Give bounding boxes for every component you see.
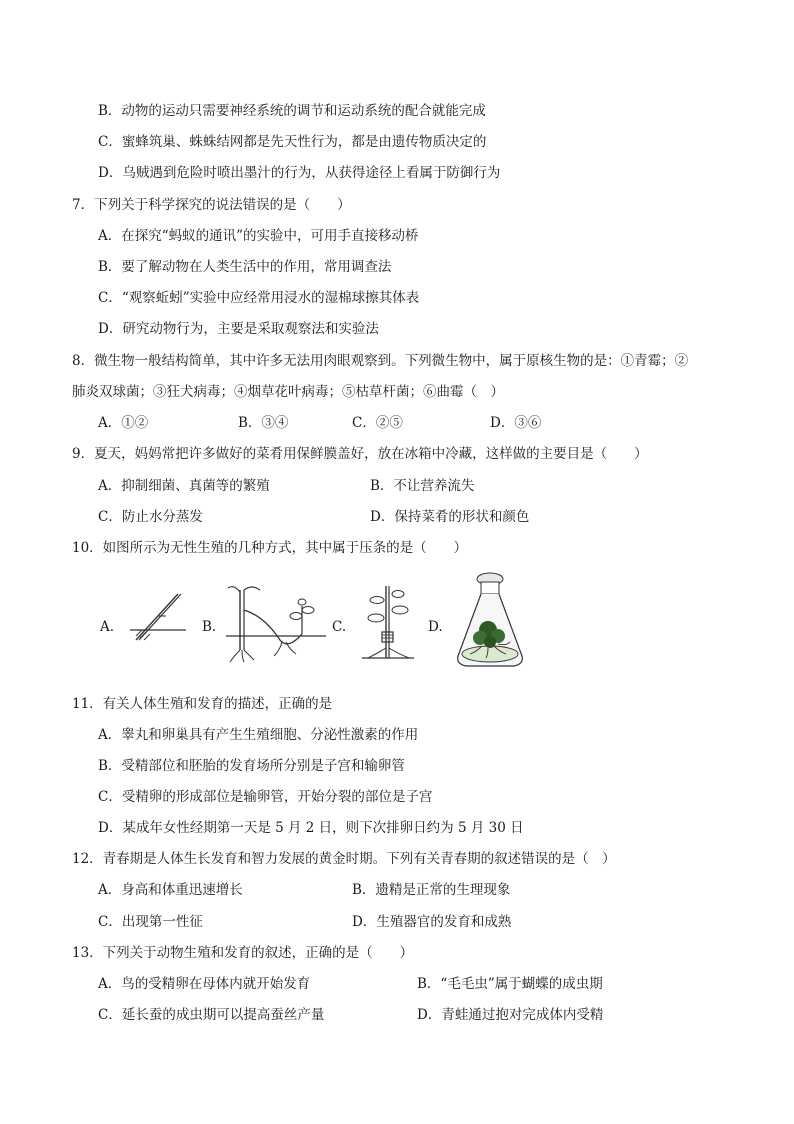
q7-stem: 7．下列关于科学探究的说法错误的是（ ）: [72, 197, 351, 213]
q6-option-c: C．蜜蜂筑巢、蛛蛛结网都是先天性行为，都是由遗传物质决定的: [98, 134, 487, 150]
q13-stem: 13．下列关于动物生殖和发育的叙述，正确的是（ ）: [72, 945, 414, 961]
q11-option-b: B．受精部位和胚胎的发育场所分别是子宫和输卵管: [98, 758, 405, 774]
q8-option-d: D．③⑥: [490, 415, 542, 431]
q7-option-c: C．“观察蚯蚓”实验中应经常用浸水的湿棉球擦其体表: [98, 290, 420, 306]
q7-option-b: B．要了解动物在人类生活中的作用，常用调查法: [98, 259, 392, 275]
layering-illustration: [226, 580, 326, 664]
q9-option-c: C．防止水分蒸发: [98, 509, 203, 525]
tissue-culture-flask-illustration: [452, 572, 528, 672]
q7-option-a: A．在探究“蚂蚁的通讯”的实验中，可用手直接移动桥: [98, 228, 419, 244]
q8-option-c: C．②⑤: [352, 415, 403, 431]
q12-option-d: D．生殖器官的发育和成熟: [352, 914, 512, 930]
q13-option-b: B．“毛毛虫”属于蝴蝶的成虫期: [417, 976, 603, 992]
grafting-illustration: [356, 582, 420, 662]
q12-option-c: C．出现第一性征: [98, 914, 203, 930]
q8-option-a: A．①②: [98, 415, 149, 431]
q9-stem: 9．夏天，妈妈常把许多做好的菜肴用保鲜膜盖好，放在冰箱中冷藏，这样做的主要目是（ ）: [72, 446, 648, 462]
q10-label-d: D.: [428, 619, 443, 635]
q7-option-d: D．研究动物行为，主要是采取观察法和实验法: [98, 321, 379, 337]
cutting-illustration: [128, 588, 188, 648]
q9-option-b: B．不让营养流失: [370, 478, 475, 494]
q11-option-a: A．睾丸和卵巢具有产生生殖细胞、分泌性激素的作用: [98, 727, 419, 743]
q12-option-a: A．身高和体重迅速增长: [98, 882, 243, 898]
q9-option-d: D．保持菜肴的形状和颜色: [370, 509, 530, 525]
q12-stem: 12．青春期是人体生长发育和智力发展的黄金时期。下列有关青春期的叙述错误的是（ ）: [72, 851, 616, 867]
q10-stem: 10．如图所示为无性生殖的几种方式，其中属于压条的是（ ）: [72, 540, 468, 556]
q10-label-b: B.: [202, 619, 217, 635]
q8-stem-line1: 8．微生物一般结构简单，其中许多无法用肉眼观察到。下列微生物中，属于原核生物的是：①青霉；②: [72, 353, 689, 369]
q11-option-c: C．受精卵的形成部位是输卵管，开始分裂的部位是子宫: [98, 789, 433, 805]
q13-option-c: C．延长蚕的成虫期可以提高蚕丝产量: [98, 1007, 325, 1023]
q8-option-b: B．③④: [238, 415, 289, 431]
q11-stem: 11．有关人体生殖和发育的描述，正确的是: [72, 696, 333, 712]
q10-figure-row: [100, 580, 560, 680]
q6-option-b: B．动物的运动只需要神经系统的调节和运动系统的配合就能完成: [98, 103, 486, 119]
q13-option-d: D．青蛙通过抱对完成体内受精: [417, 1007, 604, 1023]
q10-label-a: A.: [100, 619, 115, 635]
q13-option-a: A．鸟的受精卵在母体内就开始发育: [98, 976, 311, 992]
q9-option-a: A．抑制细菌、真菌等的繁殖: [98, 478, 270, 494]
q10-label-c: C.: [332, 619, 347, 635]
q11-option-d: D．某成年女性经期第一天是 5 月 2 日，则下次排卵日约为 5 月 30 日: [98, 820, 524, 836]
q12-option-b: B．遗精是正常的生理现象: [352, 882, 511, 898]
q8-stem-line2: 肺炎双球菌；③狂犬病毒；④烟草花叶病毒；⑤枯草杆菌；⑥曲霉（ ）: [72, 384, 504, 400]
q6-option-d: D．乌贼遇到危险时喷出墨汁的行为，从获得途径上看属于防御行为: [98, 165, 501, 181]
